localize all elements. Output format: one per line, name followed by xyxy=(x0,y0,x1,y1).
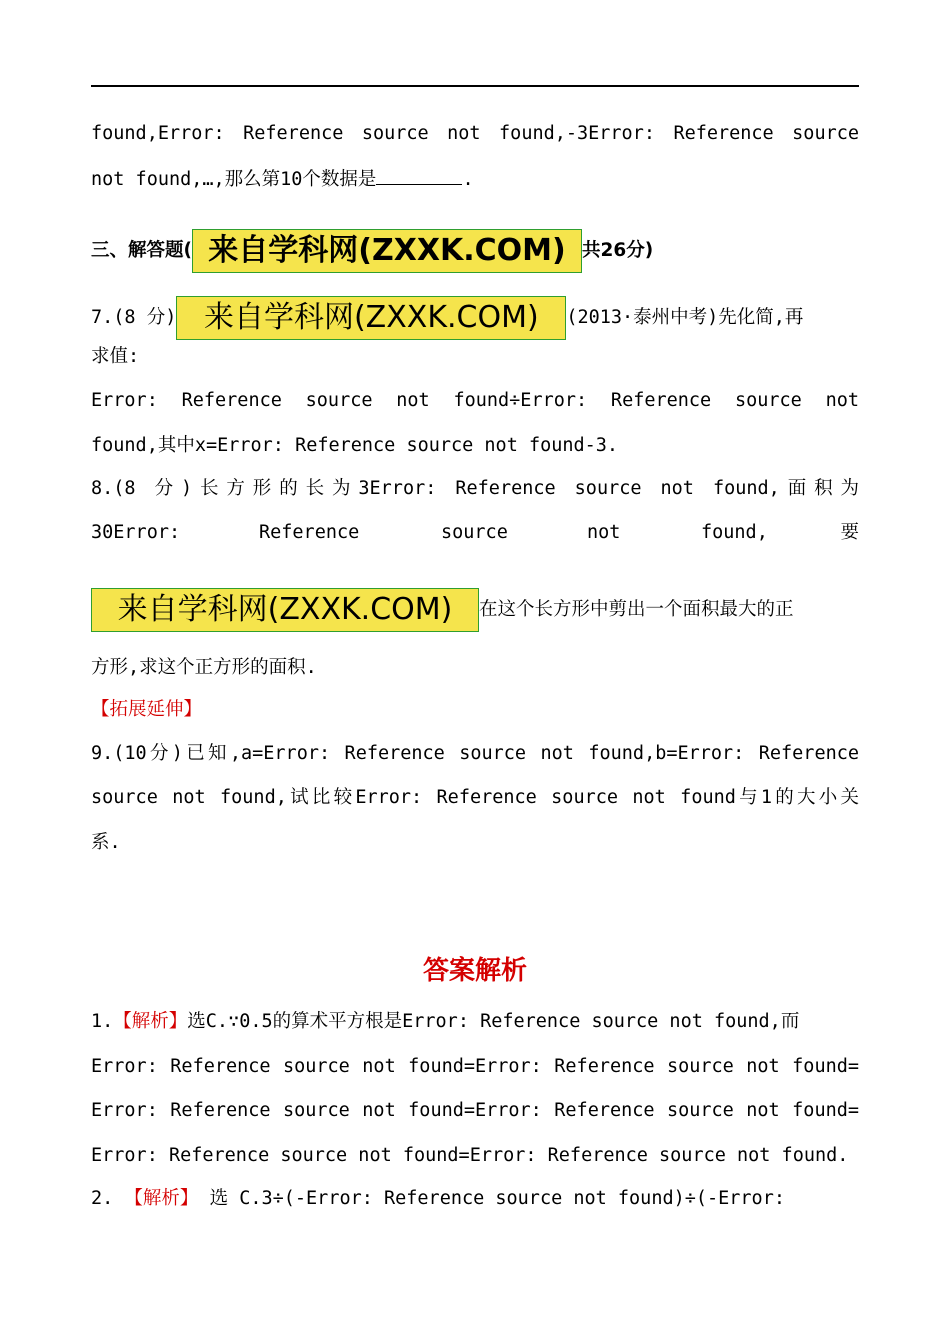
extension-label: 【拓展延伸】 xyxy=(91,699,203,720)
answer-2-line-1 xyxy=(91,1184,859,1214)
answer-number: 1. xyxy=(91,1011,114,1032)
text-span: Reference xyxy=(259,522,360,543)
text-line: 求值: xyxy=(91,346,140,367)
text-span: 选 C.3÷(-Error: Reference source not found)÷(-Error: xyxy=(209,1188,785,1209)
analysis-tag: 【解析】 xyxy=(113,1011,188,1032)
text-line: found,其中x=Error: Reference source not found-3. xyxy=(91,435,619,456)
section-suffix: 共26分) xyxy=(581,240,654,261)
watermark-logo: 来自学科网(ZXXK.COM) xyxy=(192,229,582,273)
question-7-header xyxy=(91,296,859,340)
answer-1-line-1 xyxy=(91,1007,859,1037)
text-line: 9.(10分)已知,a=Error: Reference source not found,b=Error: Reference xyxy=(91,743,859,764)
question-8-line-3 xyxy=(91,588,859,634)
text-span: not found,…,那么第10个数据是 xyxy=(91,169,377,190)
watermark-logo: 来自学科网(ZXXK.COM) xyxy=(176,296,566,340)
answer-number: 2. xyxy=(91,1188,114,1209)
text-line: 8.(8 分)长方形的长为3Error: Reference source not found,面积为 xyxy=(91,478,859,499)
text-line: Error: Reference source not found=Error: Reference source not found= xyxy=(91,1100,859,1121)
question-number: 7.(8 分) xyxy=(91,307,177,328)
text-line: Error: Reference source not found=Error: Reference source not found= xyxy=(91,1056,859,1077)
header-rule xyxy=(91,85,859,87)
text-span: (2013·泰州中考)先化简,再 xyxy=(566,307,804,328)
section-prefix: 三、解答题( xyxy=(91,240,192,261)
text-line: Error: Reference source not found÷Error: Reference source not xyxy=(91,390,859,411)
answer-heading: 答案解析 xyxy=(422,956,527,986)
watermark-logo: 来自学科网(ZXXK.COM) xyxy=(91,588,479,632)
analysis-tag: 【解析】 xyxy=(124,1188,199,1209)
text-line: source not found,试比较Error: Reference source not found与1的大小关 xyxy=(91,787,859,808)
text-span: not xyxy=(587,522,621,543)
section-3-title xyxy=(91,229,859,273)
text-span: . xyxy=(462,169,474,190)
answer-blank[interactable] xyxy=(376,164,462,185)
text-span: 在这个长方形中剪出一个面积最大的正 xyxy=(479,599,794,620)
text-line: 系. xyxy=(91,832,121,853)
text-span: source xyxy=(441,522,508,543)
text-span: 选C.∵0.5的算术平方根是Error: Reference source not found,而 xyxy=(187,1011,800,1032)
text-span: 30Error: xyxy=(91,522,181,543)
text-line-spread xyxy=(91,518,859,548)
text-line: found,Error: Reference source not found,-3Error: Reference source xyxy=(91,123,859,144)
text-span: found, xyxy=(701,522,768,543)
text-span: 要 xyxy=(840,522,859,543)
text-line: Error: Reference source not found=Error: Reference source not found. xyxy=(91,1145,849,1166)
question-6-tail xyxy=(91,164,859,194)
text-line: 方形,求这个正方形的面积. xyxy=(91,657,317,678)
